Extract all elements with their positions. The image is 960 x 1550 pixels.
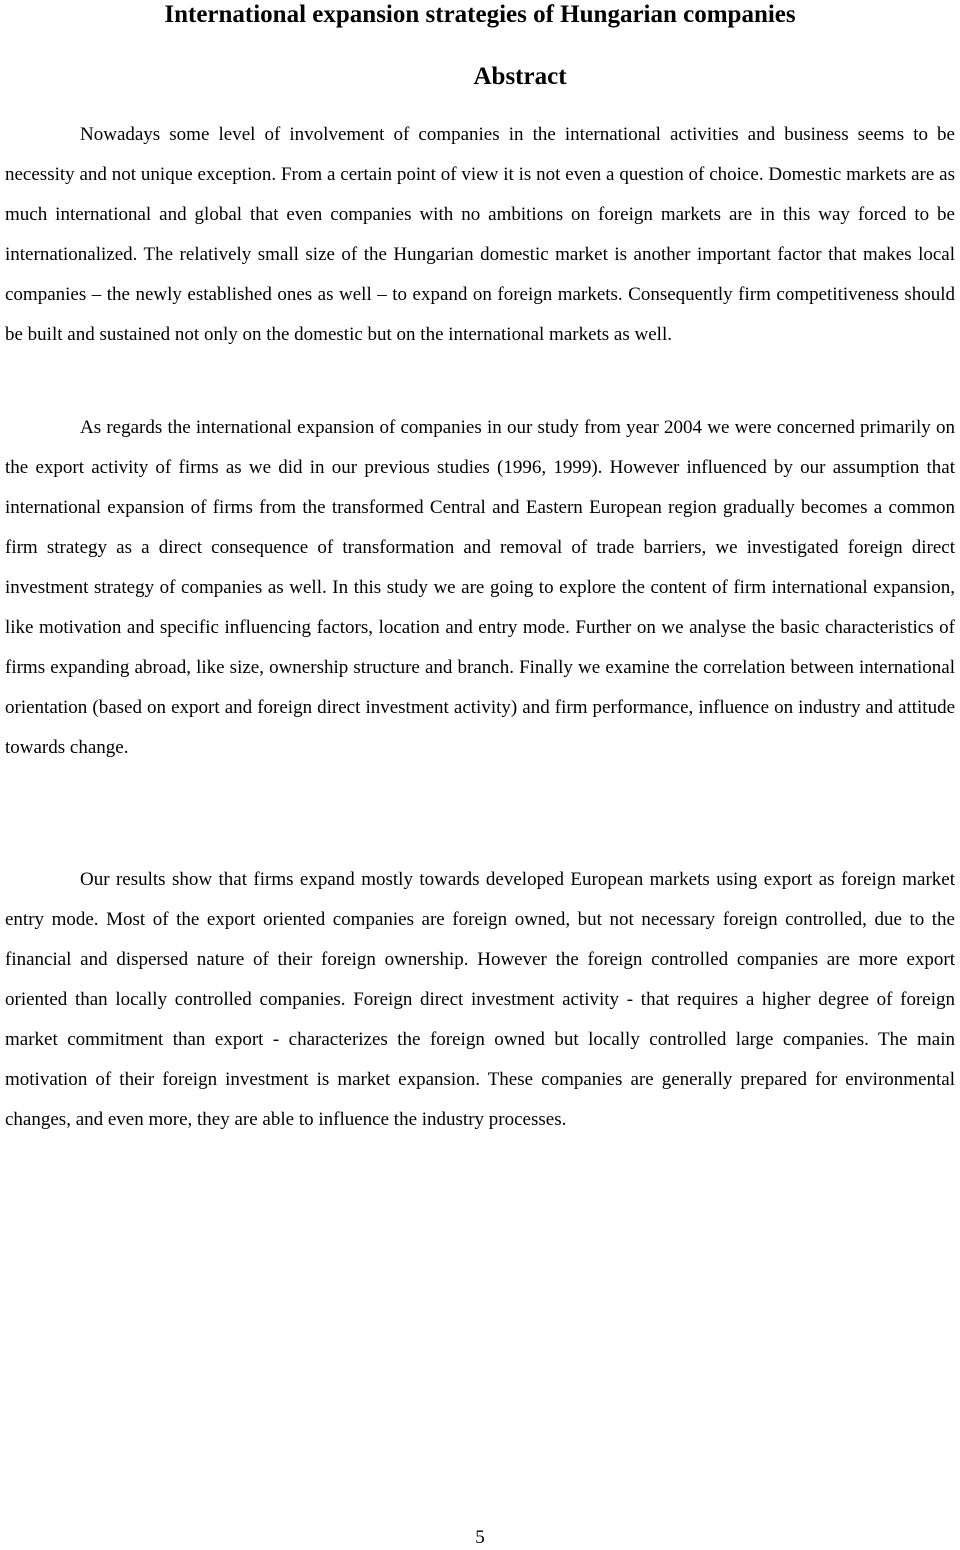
abstract-paragraph-2: As regards the international expansion of companies in our study from year 2004 we were concerned primarily on the export activity of firms as we did in our previous studies (1996, 1999). However influenced by our assumption that international expansion of firms from the transformed Central and Eastern European region gradually becomes a common firm strategy as a direct consequence of transformation and removal of trade barriers, we investigated foreign direct investment strategy of companies as well. In this study we are going to explore the content of firm international expansion, like motivation and specific influencing factors, location and entry mode. Further on we analyse the basic characteristics of firms expanding abroad, like size, ownership structure and branch. Finally we examine the correlation between international orientation (based on export and foreign direct investment activity) and firm performance, influence on industry and attitude towards change. bbox=[5, 417, 955, 758]
section-heading: Abstract bbox=[473, 63, 567, 90]
page-number: 5 bbox=[475, 1527, 485, 1548]
document-title: International expansion strategies of Hungarian companies bbox=[164, 1, 796, 28]
abstract-paragraph-3: Our results show that firms expand mostly towards developed European markets using export as foreign market entry mode. Most of the export oriented companies are foreign owned, but not necessary foreign controlled, due to the financial and dispersed nature of their foreign ownership. However the foreign controlled companies are more export oriented than locally controlled companies. Foreign direct investment activity - that requires a higher degree of foreign market commitment than export - characterizes the foreign owned but locally controlled large companies. The main motivation of their foreign investment is market expansion. These companies are generally prepared for environmental changes, and even more, they are able to influence the industry processes. bbox=[5, 869, 955, 1130]
abstract-paragraph-1: Nowadays some level of involvement of companies in the international activities and business seems to be necessity and not unique exception. From a certain point of view it is not even a question of choice. Domestic markets are as much international and global that even companies with no ambitions on foreign markets are in this way forced to be internationalized. The relatively small size of the Hungarian domestic market is another important factor that makes local companies – the newly established ones as well – to expand on foreign markets. Consequently firm competitiveness should be built and sustained not only on the domestic but on the international markets as well. bbox=[5, 124, 955, 345]
